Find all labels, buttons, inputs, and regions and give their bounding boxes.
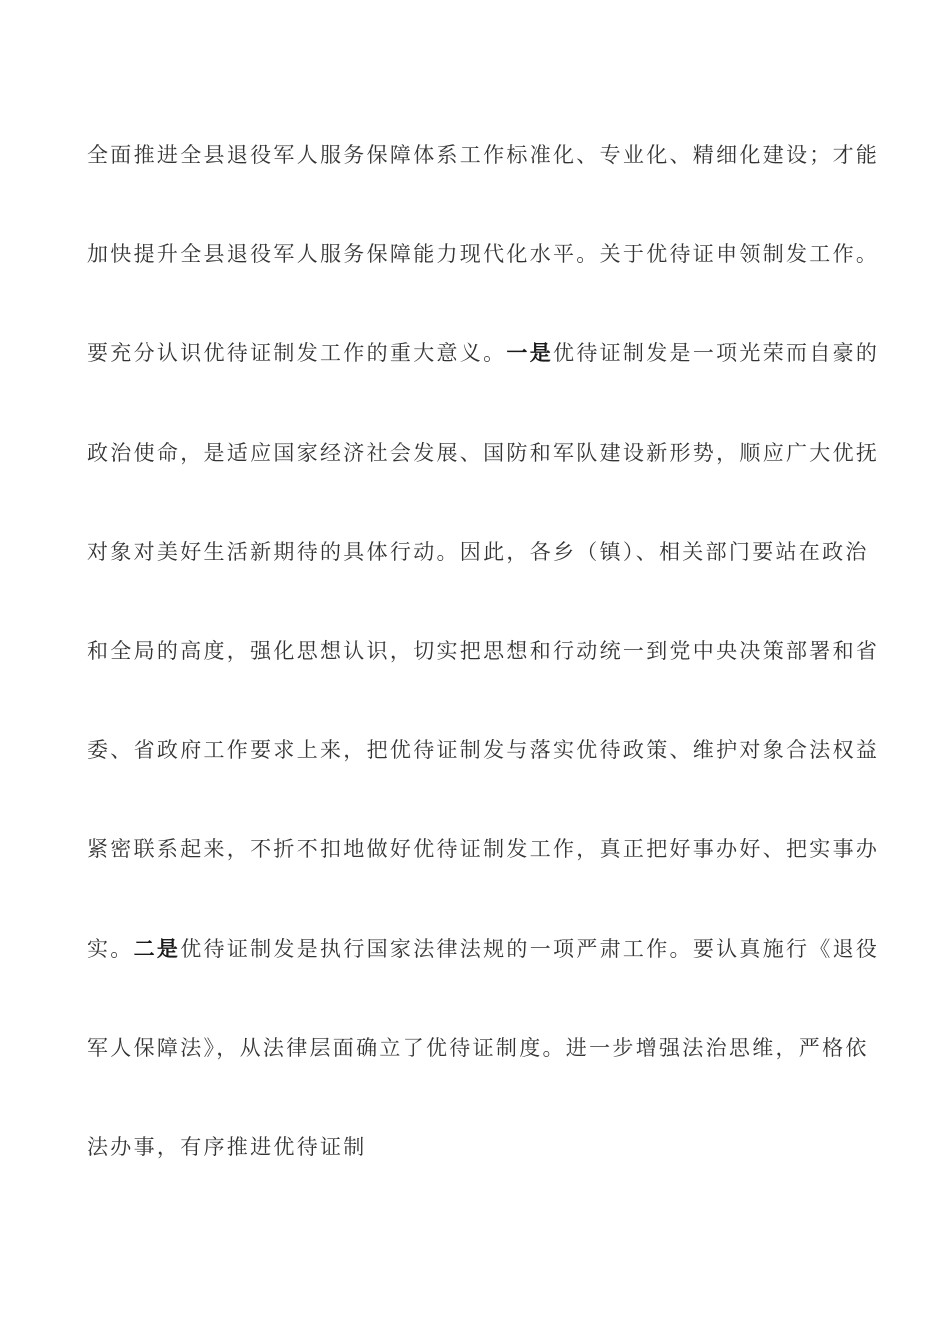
text-line-9 xyxy=(87,925,880,975)
text-line-7: 委、省政府工作要求上来，把优待证制发与落实优待政策、维护对象合法权益 xyxy=(87,738,880,763)
text-line-5: 对象对美好生活新期待的具体行动。因此，各乡（镇）、相关部门要站在政治 xyxy=(87,539,869,564)
bold-marker-second: 二是 xyxy=(133,936,181,961)
bold-marker-first: 一是 xyxy=(506,341,554,366)
text-segment: 实。 xyxy=(87,936,134,961)
text-line-11: 法办事，有序推进优待证制 xyxy=(87,1134,367,1159)
text-line-3 xyxy=(87,329,880,379)
text-line-1: 全面推进全县退役军人服务保障体系工作标准化、专业化、精细化建设；才能 xyxy=(87,143,880,167)
text-line-10: 军人保障法》，从法律层面确立了优待证制度。进一步增强法治思维，严格依 xyxy=(87,1035,869,1060)
document-body xyxy=(87,131,880,1222)
text-segment: 优待证制发是执行国家法律法规的一项严肃工作。要认真施行《退役 xyxy=(180,936,880,961)
text-line-6: 和全局的高度，强化思想认识，切实把思想和行动统一到党中央决策部署和省 xyxy=(87,638,880,663)
text-line-2: 加快提升全县退役军人服务保障能力现代化水平。关于优待证申领制发工作。 xyxy=(87,242,880,267)
text-line-4: 政治使命，是适应国家经济社会发展、国防和军队建设新形势，顺应广大优抚 xyxy=(87,440,880,465)
text-line-8: 紧密联系起来，不折不扣地做好优待证制发工作，真正把好事办好、把实事办 xyxy=(87,837,880,862)
text-segment: 要充分认识优待证制发工作的重大意义。 xyxy=(87,341,507,366)
text-segment: 优待证制发是一项光荣而自豪的 xyxy=(553,341,880,366)
